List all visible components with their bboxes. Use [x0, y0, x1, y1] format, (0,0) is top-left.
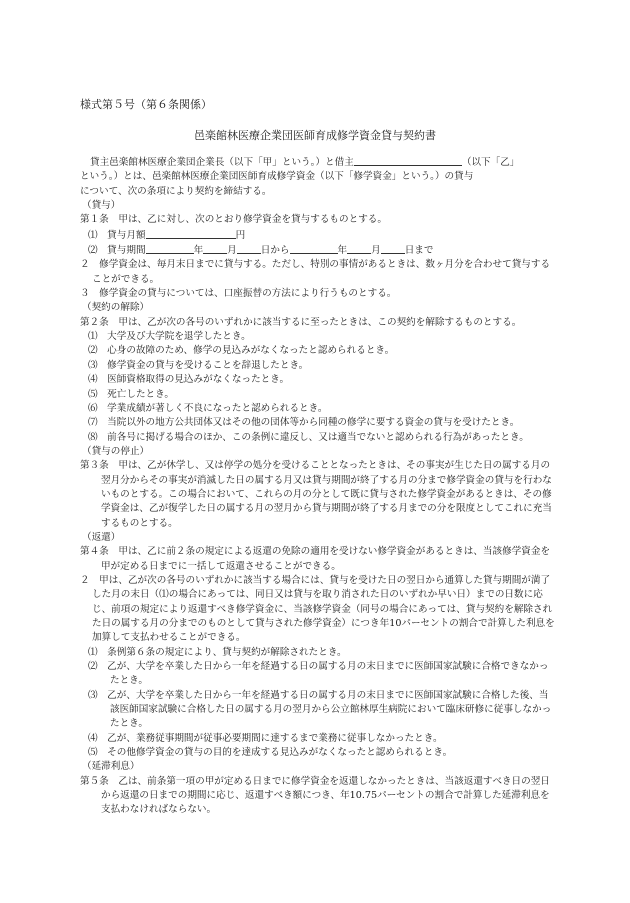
article-2-item: ⑸ 死亡したとき。	[88, 388, 174, 400]
article-1-item-2	[80, 243, 558, 258]
month-unit: 月	[227, 245, 237, 257]
article-4-item: ⑶ 乙が、大学を卒業した日から一年を経過する日の属する月の末日までに医師国家試験に合格した後、当該医師国家試験に合格した日の属する月の翌月から公立館林厚生病院において臨床研修に従事しなかったとき。	[88, 689, 552, 730]
end-month-blank	[347, 243, 371, 254]
end-day-blank	[381, 243, 405, 254]
article-1-paragraph-2: ２ 修学資金は、毎月末日までに貸与する。ただし、特別の事情があるときは、数ヶ月分を合わせて貸与することができる。	[80, 259, 551, 285]
day-from-unit: 日から	[260, 245, 290, 257]
yen-unit: 円	[235, 229, 246, 241]
intro-line-2: という。）とは、邑楽館林医療企業団医師育成修学資金（以下「修学資金」という。）の貸与	[80, 171, 474, 183]
start-year-blank	[146, 243, 194, 254]
article-2: 第２条 甲は、乙が次の各号のいずれかに該当するに至ったときは、この契約を解除するものとする。	[80, 316, 522, 328]
article-1: 第１条 甲は、乙に対し、次のとおり修学資金を貸与するものとする。	[80, 214, 387, 226]
intro-text: （以下「乙」	[461, 157, 520, 168]
suspend-caption: （貸与の停止）	[82, 445, 150, 457]
monthly-amount-blank	[146, 228, 236, 239]
month-unit: 月	[371, 245, 381, 257]
article-4-item: ⑴ 条例第６条の規定により、貸与契約が解除されたとき。	[88, 646, 347, 658]
cancel-caption: （契約の解除）	[82, 302, 150, 314]
intro-line-1	[80, 155, 558, 170]
year-unit: 年	[193, 245, 204, 257]
contract-body	[80, 155, 558, 818]
day-to-unit: 日まで	[404, 245, 434, 257]
lending-caption: （貸与）	[82, 200, 121, 212]
article-5: 第５条 乙は、前条第一項の甲が定める日までに修学資金を返還しなかったときは、当該返還すべき日の翌日から返還の日までの期間に応じ、返還すべき額につき、年10.75パーセントの割合で計算した延滞利息を支払わなければならない。	[80, 775, 550, 816]
intro-line-3: について、次の条項により契約を締結する。	[80, 185, 272, 197]
article-2-item: ⑺ 当院以外の地方公共団体又はその他の団体等から同種の修学に要する資金の貸与を受けたとき。	[88, 417, 520, 429]
item-label: ⑵ 貸与期間	[88, 245, 146, 257]
start-month-blank	[203, 243, 227, 254]
borrower-name-blank	[354, 155, 462, 166]
article-4-paragraph-2: ２ 甲は、乙が次の各号のいずれかに該当する場合には、貸与を受けた日の翌日から通算した貸与期間が満了した月の末日（⑴の場合にあっては、同日又は貸与を取り消された日のいずれか早い日）までの日数に応じ、前項の規定により返還すべき修学資金に、当該修学資金（同号の場合にあっては、貸与契約を解除された日の属する月の分までのものとして貸与された修学資金）につき年10パーセントの割合で計算した利息を加算して支払わせることができる。	[80, 574, 555, 644]
article-4: 第４条 甲は、乙に前２条の規定による返還の免除の適用を受けない修学資金があるときは、当該修学資金を甲が定める日までに一括して返還させることができる。	[80, 546, 551, 572]
delay-caption: （延滞利息）	[82, 761, 140, 773]
article-2-item: ⑴ 大学及び大学院を退学したとき。	[88, 331, 251, 343]
article-4-item: ⑸ その他修学資金の貸与の目的を達成する見込みがなくなったと認められるとき。	[88, 747, 453, 759]
intro-text: 貸主邑楽館林医療企業団企業長（以下「甲」という。）と借主	[90, 157, 354, 168]
repay-caption: （返還）	[82, 531, 121, 543]
article-2-item: ⑶ 修学資金の貸与を受けることを辞退したとき。	[88, 359, 309, 371]
contract-title: 邑楽館林医療企業団医師育成修学資金貸与契約書	[194, 129, 436, 142]
article-4-item: ⑵ 乙が、大学を卒業した日から一年を経過する日の属する月の末日までに医師国家試験に合格できなかったとき。	[88, 661, 549, 687]
start-day-blank	[237, 243, 261, 254]
form-number: 様式第５号（第６条関係）	[80, 98, 212, 111]
article-1-item-1	[80, 228, 558, 243]
article-2-item: ⑹ 学業成績が著しく不良になったと認められるとき。	[88, 402, 328, 414]
article-2-item: ⑷ 医師資格取得の見込みがなくなったとき。	[88, 374, 290, 386]
article-3: 第３条 甲は、乙が休学し、又は停学の処分を受けることとなったときは、その事実が生じた日の属する月の翌月分からその事実が消滅した日の属する月又は貸与期間が終了する月の分まで修学資金の貸与を行わないものとする。この場合において、これらの月の分として既に貸与された修学資金があるときは、その修学資金は、乙が復学した日の属する月の翌月から貸与期間が終了する月までの分を限度としてこれに充当するものとする。	[80, 460, 552, 529]
end-year-blank	[290, 243, 338, 254]
year-unit: 年	[337, 245, 348, 257]
article-1-paragraph-3: ３ 修学資金の貸与については、口座振替の方法により行うものとする。	[80, 288, 397, 300]
article-4-item: ⑷ 乙が、業務従事期間が従事必要期間に達するまで業務に従事しなかったとき。	[88, 732, 443, 744]
item-label: ⑴ 貸与月額	[88, 229, 146, 241]
article-2-item: ⑵ 心身の故障のため、修学の見込みがなくなったと認められるとき。	[88, 345, 395, 357]
article-2-item: ⑻ 前各号に掲げる場合のほか、この条例に違反し、又は適当でないと認められる行為があったとき。	[88, 431, 529, 443]
